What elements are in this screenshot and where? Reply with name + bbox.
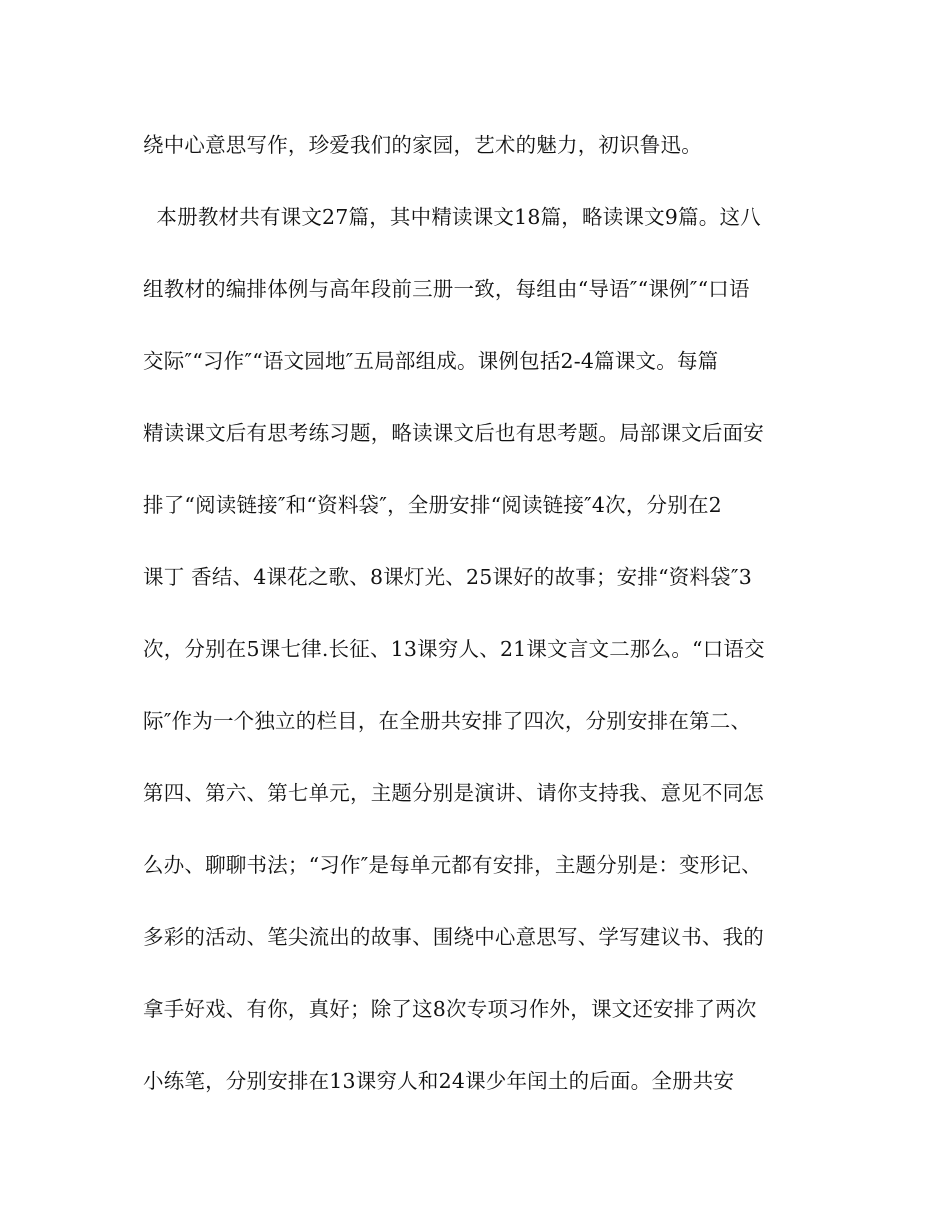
text-line: 么办、聊聊书法；“习作″是每单元都有安排，主题分别是：变形记、 bbox=[143, 853, 762, 877]
text-line: 第四、第六、第七单元，主题分别是演讲、请你支持我、意见不同怎 bbox=[143, 781, 764, 805]
text-line: 拿手好戏、有你，真好；除了这8次专项习作外，课文还安排了两次 bbox=[143, 997, 757, 1021]
text-line: 课丁 香结、4课花之歌、8课灯光、25课好的故事；安排“资料袋″3 bbox=[143, 565, 752, 589]
text-line: 排了“阅读链接″和“资料袋″，全册安排“阅读链接″4次，分别在2 bbox=[143, 493, 722, 517]
text-line: 交际″“习作″“语文园地″五局部组成。课例包括2-4篇课文。每篇 bbox=[143, 349, 719, 373]
text-line: 小练笔，分别安排在13课穷人和24课少年闰土的后面。全册共安 bbox=[143, 1069, 735, 1093]
text-line: 组教材的编排体例与高年段前三册一致，每组由“导语″“课例″“口语 bbox=[143, 277, 750, 301]
text-line: 精读课文后有思考练习题，略读课文后也有思考题。局部课文后面安 bbox=[143, 421, 764, 445]
text-line: 际″作为一个独立的栏目，在全册共安排了四次，分别安排在第二、 bbox=[143, 709, 752, 733]
text-line: 次，分别在5课七律.长征、13课穷人、21课文言文二那么。“口语交 bbox=[143, 637, 765, 661]
text-line: 绕中心意思写作，珍爱我们的家园，艺术的魅力，初识鲁迅。 bbox=[143, 133, 702, 157]
text-line: 本册教材共有课文27篇，其中精读课文18篇，略读课文9篇。这八 bbox=[143, 205, 761, 229]
text-line: 多彩的活动、笔尖流出的故事、围绕中心意思写、学写建议书、我的 bbox=[143, 925, 764, 949]
